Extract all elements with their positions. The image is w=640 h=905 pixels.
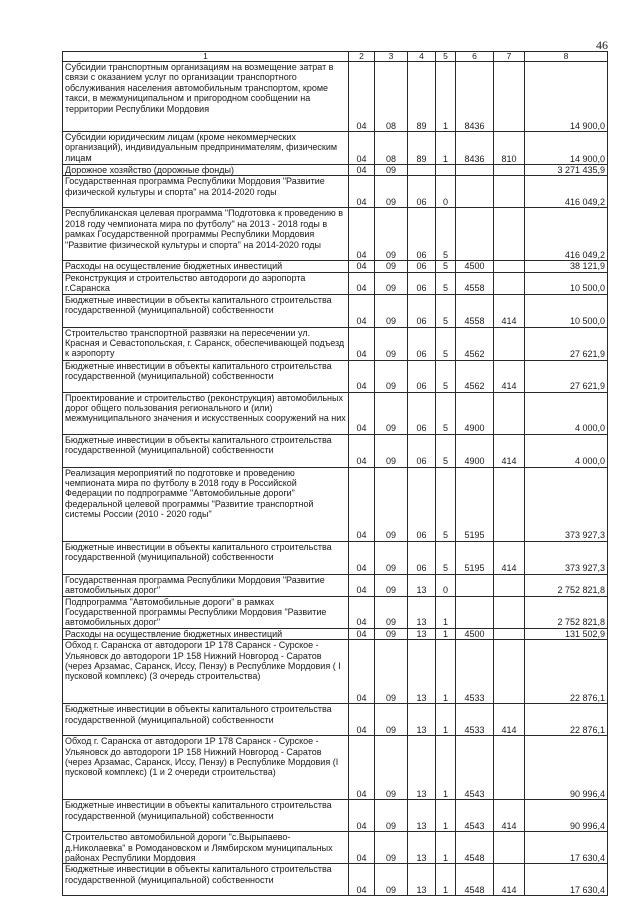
row-code-cell: 1 [436,596,456,628]
row-code-cell: 5 [436,392,456,434]
row-code-cell [494,272,525,294]
header-cell: 3 [375,52,408,62]
row-name-cell: Проектирование и строительство (реконструкция) автомобильных дорог общего пользования регионального и (или) межмуниципального значения и искусственных сооружений на них [63,392,349,434]
row-code-cell: 04 [349,261,375,272]
row-name-cell: Государственная программа Республики Мордовия "Развитие физической культуры и спорта" на 2014-2020 годы [63,176,349,208]
row-name-cell: Строительство автомобильной дороги "с.Вырыпаево-д.Николаевка" в Ромодановском и Лямбирском муниципальных районах Республики Мордовия [63,832,349,864]
row-code-cell: 09 [375,176,408,208]
row-amount-cell: 38 121,9 [525,261,608,272]
row-code-cell: 1 [436,62,456,132]
row-amount-cell: 90 996,4 [525,736,608,800]
row-name-cell: Реализация мероприятий по подготовке и проведению чемпионата мира по футболу в 2018 году в Российской Федерации по подпрограмме "Автомобильные дороги" федеральной целевой программы "Развитие транспортной системы России (2010 - 2020 годы" [63,467,349,541]
row-code-cell: 5 [436,434,456,467]
row-code-cell: 414 [494,541,525,574]
table-row [63,467,608,541]
row-code-cell [494,736,525,800]
row-name-cell: Бюджетные инвестиции в объекты капитального строительства государственной (муниципальной) собственности [63,541,349,574]
row-name-cell: Бюджетные инвестиции в объекты капитального строительства государственной (муниципальной) собственности [63,704,349,736]
row-code-cell: 4548 [456,864,494,896]
table-row [63,800,608,832]
row-code-cell: 4900 [456,434,494,467]
row-code-cell [456,208,494,261]
table-row [63,165,608,176]
row-code-cell [456,574,494,596]
row-code-cell: 4500 [456,628,494,639]
table-row [63,596,608,628]
table-row [63,327,608,360]
row-code-cell: 89 [408,132,436,165]
row-name-cell: Бюджетные инвестиции в объекты капитального строительства государственной (муниципальной) собственности [63,864,349,896]
row-name-cell: Республиканская целевая программа "Подготовка к проведению в 2018 году чемпионата мира по футболу" на 2013 - 2018 годы в рамках Государственной программы Республики Мордовия "Развитие физической культуры и спорта" на 2014-2020 годы [63,208,349,261]
row-code-cell: 4558 [456,294,494,327]
row-code-cell: 13 [408,704,436,736]
header-cell: 4 [408,52,436,62]
row-code-cell [494,574,525,596]
table-row [63,261,608,272]
row-code-cell [456,596,494,628]
row-amount-cell: 22 876,1 [525,640,608,704]
row-name-cell: Обход г. Саранска от автодороги 1Р 178 Саранск - Сурское - Ульяновск до автодороги 1Р 158 Нижний Новгород - Саратов (через Арзамас, Саранск, Иссу, Пензу) в Республике Мордовия (I пусковой комплекс) (1 и 2 очереди строительства) [63,736,349,800]
row-name-cell: Подпрограмма "Автомобильные дороги" в рамках Государственной программы Республики Мордовия "Развитие автомобильных дорог" [63,596,349,628]
row-code-cell: 4500 [456,261,494,272]
table-row [63,208,608,261]
row-code-cell: 13 [408,832,436,864]
header-cell: 8 [525,52,608,62]
row-code-cell: 06 [408,327,436,360]
row-code-cell: 5195 [456,467,494,541]
row-code-cell: 13 [408,574,436,596]
row-amount-cell: 2 752 821,8 [525,596,608,628]
row-code-cell: 04 [349,327,375,360]
row-amount-cell: 17 630,4 [525,832,608,864]
row-code-cell: 09 [375,832,408,864]
row-code-cell: 09 [375,628,408,639]
row-code-cell: 414 [494,434,525,467]
row-code-cell: 13 [408,864,436,896]
row-amount-cell: 10 500,0 [525,294,608,327]
row-code-cell: 09 [375,541,408,574]
row-code-cell [494,208,525,261]
row-code-cell: 09 [375,864,408,896]
table-row [63,736,608,800]
row-code-cell: 04 [349,628,375,639]
row-code-cell [494,62,525,132]
row-code-cell: 0 [436,574,456,596]
row-code-cell: 09 [375,596,408,628]
row-code-cell: 5 [436,261,456,272]
row-code-cell: 09 [375,208,408,261]
row-amount-cell: 14 900,0 [525,132,608,165]
row-code-cell: 09 [375,165,408,176]
row-code-cell: 09 [375,261,408,272]
row-code-cell: 414 [494,360,525,392]
row-name-cell: Бюджетные инвестиции в объекты капитального строительства государственной (муниципальной) собственности [63,434,349,467]
row-code-cell: 04 [349,434,375,467]
row-amount-cell: 373 927,3 [525,541,608,574]
table-row [63,864,608,896]
row-code-cell: 04 [349,640,375,704]
row-amount-cell: 3 271 435,9 [525,165,608,176]
table-row [63,392,608,434]
row-code-cell: 04 [349,800,375,832]
row-name-cell: Бюджетные инвестиции в объекты капитального строительства государственной (муниципальной) собственности [63,294,349,327]
row-code-cell: 5195 [456,541,494,574]
row-code-cell: 06 [408,261,436,272]
row-code-cell: 1 [436,736,456,800]
row-code-cell: 04 [349,541,375,574]
row-amount-cell: 22 876,1 [525,704,608,736]
row-code-cell: 4533 [456,640,494,704]
row-code-cell: 4543 [456,736,494,800]
table-row [63,272,608,294]
table-row [63,541,608,574]
header-cell: 7 [494,52,525,62]
table-row [63,294,608,327]
row-code-cell: 13 [408,628,436,639]
row-code-cell [494,467,525,541]
row-amount-cell: 4 000,0 [525,392,608,434]
row-code-cell: 06 [408,434,436,467]
row-amount-cell: 416 049,2 [525,176,608,208]
row-name-cell: Реконструкция и строительство автодороги до аэропорта г.Саранска [63,272,349,294]
row-code-cell [494,176,525,208]
table-row [63,434,608,467]
row-code-cell: 13 [408,736,436,800]
row-code-cell: 13 [408,596,436,628]
row-code-cell: 04 [349,62,375,132]
table-body [63,62,608,896]
row-code-cell: 09 [375,294,408,327]
row-name-cell: Государственная программа Республики Мордовия "Развитие автомобильных дорог" [63,574,349,596]
budget-table [62,51,608,896]
row-code-cell: 04 [349,864,375,896]
row-code-cell: 5 [436,467,456,541]
header-row [63,52,608,62]
row-code-cell: 1 [436,704,456,736]
row-code-cell: 09 [375,467,408,541]
row-code-cell: 04 [349,272,375,294]
row-code-cell: 06 [408,392,436,434]
row-code-cell: 04 [349,832,375,864]
row-amount-cell: 373 927,3 [525,467,608,541]
row-code-cell: 5 [436,208,456,261]
table-row [63,628,608,639]
row-code-cell: 4562 [456,327,494,360]
row-code-cell: 04 [349,132,375,165]
row-code-cell: 09 [375,434,408,467]
row-code-cell: 06 [408,541,436,574]
row-code-cell: 1 [436,132,456,165]
row-code-cell [494,327,525,360]
row-code-cell [456,165,494,176]
row-code-cell: 04 [349,176,375,208]
row-amount-cell: 27 621,9 [525,360,608,392]
table-row [63,574,608,596]
row-code-cell: 4533 [456,704,494,736]
row-code-cell: 04 [349,392,375,434]
row-name-cell: Субсидии юридическим лицам (кроме некоммерческих организаций), индивидуальным предпринимателям, физическим лицам [63,132,349,165]
row-code-cell: 414 [494,704,525,736]
table-row [63,640,608,704]
row-code-cell: 08 [375,132,408,165]
row-code-cell: 06 [408,467,436,541]
row-code-cell: 414 [494,800,525,832]
row-code-cell: 1 [436,800,456,832]
row-code-cell: 1 [436,832,456,864]
row-code-cell: 04 [349,704,375,736]
row-code-cell: 414 [494,294,525,327]
row-amount-cell: 10 500,0 [525,272,608,294]
row-code-cell: 414 [494,864,525,896]
row-name-cell: Бюджетные инвестиции в объекты капитального строительства государственной (муниципальной) собственности [63,800,349,832]
row-code-cell: 1 [436,864,456,896]
table-row [63,62,608,132]
row-code-cell [456,176,494,208]
row-code-cell: 09 [375,327,408,360]
row-code-cell: 5 [436,541,456,574]
row-amount-cell: 17 630,4 [525,864,608,896]
row-code-cell: 5 [436,272,456,294]
row-code-cell [494,640,525,704]
row-code-cell: 810 [494,132,525,165]
row-code-cell: 04 [349,736,375,800]
row-code-cell: 09 [375,272,408,294]
table-row [63,832,608,864]
row-code-cell: 06 [408,176,436,208]
row-code-cell: 04 [349,294,375,327]
row-code-cell: 09 [375,360,408,392]
table-row [63,176,608,208]
row-code-cell: 06 [408,208,436,261]
row-code-cell: 4543 [456,800,494,832]
row-code-cell: 09 [375,392,408,434]
row-code-cell: 0 [436,176,456,208]
row-name-cell: Расходы на осуществление бюджетных инвестиций [63,261,349,272]
table-row [63,704,608,736]
row-code-cell: 04 [349,165,375,176]
row-code-cell: 1 [436,628,456,639]
row-amount-cell: 27 621,9 [525,327,608,360]
row-code-cell [436,165,456,176]
row-code-cell [494,392,525,434]
row-code-cell: 89 [408,62,436,132]
row-code-cell [494,832,525,864]
row-amount-cell: 131 502,9 [525,628,608,639]
row-name-cell: Обход г. Саранска от автодороги 1Р 178 Саранск - Сурское - Ульяновск до автодороги 1Р 158 Нижний Новгород - Саратов (через Арзамас, Саранск, Иссу, Пензу) в Республике Мордовия ( I пусковой комплекс) (3 очередь строительства) [63,640,349,704]
row-amount-cell: 416 049,2 [525,208,608,261]
row-amount-cell: 14 900,0 [525,62,608,132]
row-code-cell: 8436 [456,132,494,165]
row-code-cell: 1 [436,640,456,704]
row-code-cell [494,261,525,272]
row-code-cell: 09 [375,640,408,704]
row-code-cell: 09 [375,736,408,800]
row-name-cell: Бюджетные инвестиции в объекты капитального строительства государственной (муниципальной) собственности [63,360,349,392]
row-code-cell: 8436 [456,62,494,132]
row-code-cell: 5 [436,327,456,360]
row-code-cell: 4562 [456,360,494,392]
row-name-cell: Дорожное хозяйство (дорожные фонды) [63,165,349,176]
row-code-cell [494,628,525,639]
row-code-cell: 09 [375,574,408,596]
row-name-cell: Строительство транспортной развязки на пересечении ул. Красная и Севастопольская, г. Саранск, обеспечивающей подъезд к аэропорту [63,327,349,360]
row-code-cell: 06 [408,272,436,294]
header-cell: 5 [436,52,456,62]
header-cell: 2 [349,52,375,62]
row-code-cell: 09 [375,704,408,736]
row-code-cell: 04 [349,574,375,596]
header-cell: 6 [456,52,494,62]
row-code-cell [494,596,525,628]
row-code-cell: 09 [375,800,408,832]
row-code-cell: 4548 [456,832,494,864]
row-code-cell: 04 [349,360,375,392]
page-number: 46 [596,38,608,52]
row-name-cell: Субсидии транспортным организациям на возмещение затрат в связи с оказанием услуг по организации транспортного обслуживания населения автомобильным транспортом, кроме такси, в межмуниципальном и пригородном сообщении на территории Республики Мордовия [63,62,349,132]
row-code-cell: 13 [408,640,436,704]
table-row [63,132,608,165]
row-code-cell: 08 [375,62,408,132]
row-code-cell: 04 [349,596,375,628]
row-code-cell: 06 [408,360,436,392]
row-code-cell: 4558 [456,272,494,294]
row-code-cell: 5 [436,360,456,392]
row-amount-cell: 2 752 821,8 [525,574,608,596]
row-code-cell: 04 [349,208,375,261]
row-code-cell: 13 [408,800,436,832]
header-cell: 1 [63,52,349,62]
row-name-cell: Расходы на осуществление бюджетных инвестиций [63,628,349,639]
row-amount-cell: 4 000,0 [525,434,608,467]
row-code-cell [408,165,436,176]
row-amount-cell: 90 996,4 [525,800,608,832]
row-code-cell: 04 [349,467,375,541]
row-code-cell: 06 [408,294,436,327]
row-code-cell: 4900 [456,392,494,434]
row-code-cell [494,165,525,176]
table-row [63,360,608,392]
row-code-cell: 5 [436,294,456,327]
